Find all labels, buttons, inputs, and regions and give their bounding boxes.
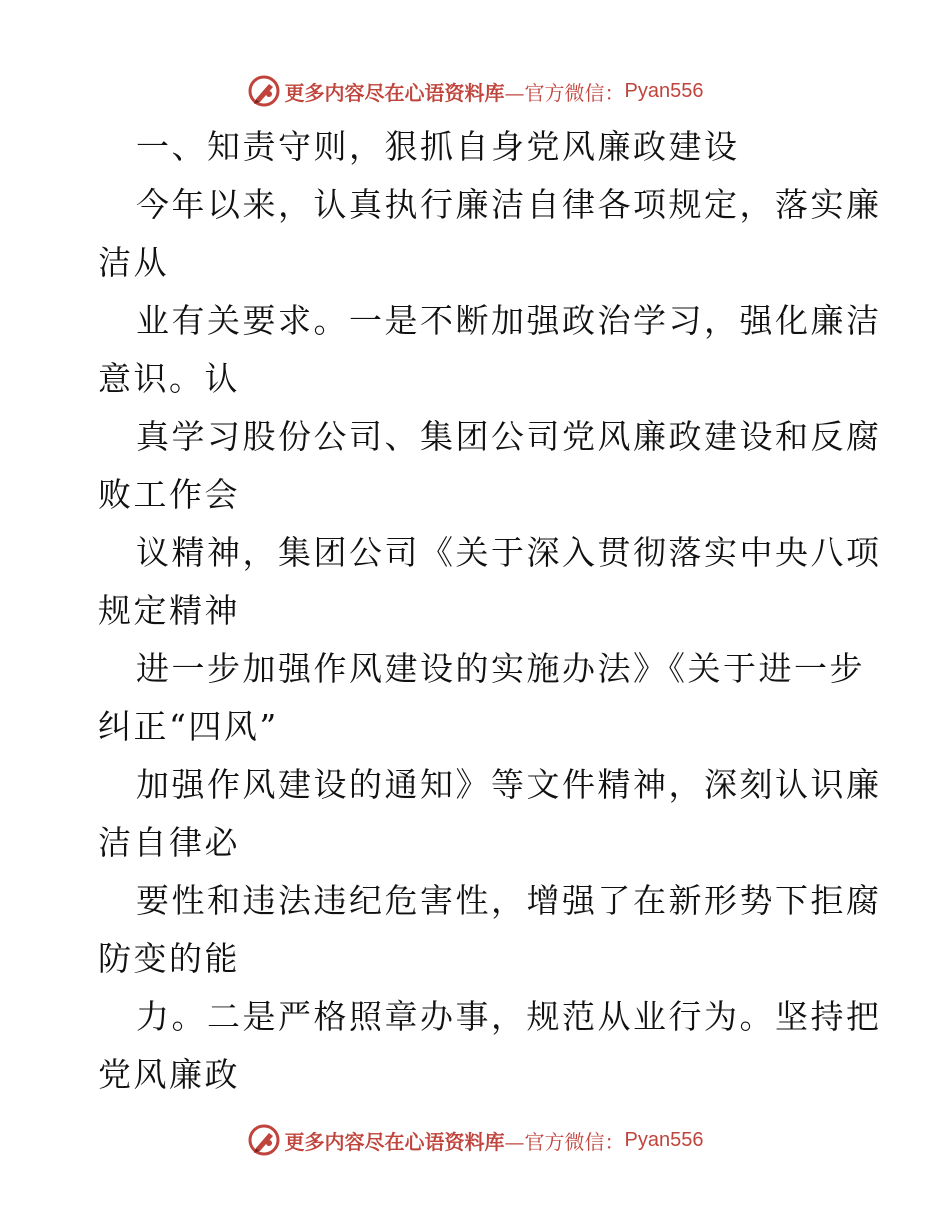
watermark-separator: —官方微信：	[504, 1129, 625, 1154]
text-line: 纠正“四风”	[98, 707, 279, 746]
text-line: 防变的能	[98, 939, 240, 978]
text-line: 加强作风建设的通知》等文件精神，深刻认识廉	[136, 765, 882, 804]
document-body	[98, 118, 882, 1104]
header-watermark	[0, 71, 950, 111]
text-line: 真学习股份公司、集团公司党风廉政建设和反腐	[136, 417, 882, 456]
text-line: 意识。认	[98, 359, 240, 398]
text-line: 业有关要求。一是不断加强政治学习，强化廉洁	[136, 301, 882, 340]
watermark-text: 更多内容尽在心语资料库	[284, 1129, 505, 1154]
text-line: 进一步加强作风建设的实施办法》《关于进一步	[136, 649, 865, 688]
text-line: 一、知责守则，狠抓自身党风廉政建设	[136, 127, 740, 166]
footer-watermark	[0, 1120, 950, 1160]
text-line: 议精神，集团公司《关于深入贯彻落实中央八项	[136, 533, 882, 572]
watermark-separator: —官方微信：	[504, 80, 625, 105]
watermark-text: 更多内容尽在心语资料库	[284, 80, 505, 105]
text-line: 洁从	[98, 243, 169, 282]
text-line: 规定精神	[98, 591, 240, 630]
watermark-id: Pyan556	[624, 79, 704, 102]
watermark-id: Pyan556	[624, 1128, 704, 1151]
text-line: 败工作会	[98, 475, 240, 514]
text-line: 要性和违法违纪危害性，增强了在新形势下拒腐	[136, 881, 882, 920]
text-line: 洁自律必	[98, 823, 240, 862]
pen-logo-icon	[247, 1123, 281, 1157]
pen-logo-icon	[247, 74, 281, 108]
text-line: 党风廉政	[98, 1055, 240, 1094]
text-line: 力。二是严格照章办事，规范从业行为。坚持把	[136, 997, 882, 1036]
text-line: 今年以来，认真执行廉洁自律各项规定，落实廉	[136, 185, 882, 224]
